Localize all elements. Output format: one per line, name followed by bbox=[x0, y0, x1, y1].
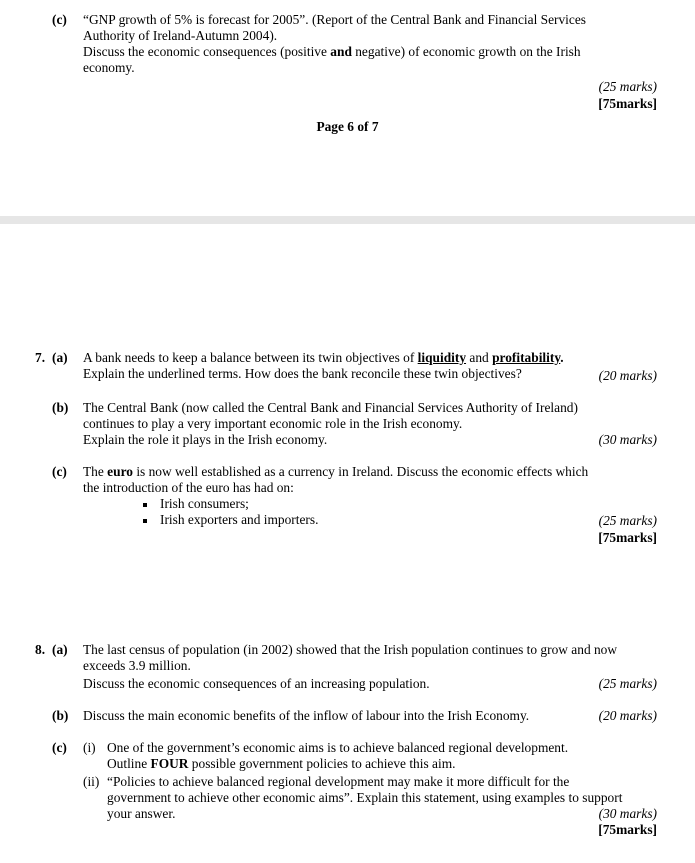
q7c-bullet-2: Irish exporters and importers. bbox=[160, 512, 319, 527]
q8c-ii-line1: “Policies to achieve balanced regional development may make it more difficult for the bbox=[107, 774, 570, 789]
q7c-line2: the introduction of the euro has had on: bbox=[83, 480, 294, 495]
q8-total-marks: [75marks] bbox=[598, 822, 657, 837]
q8a-label: (a) bbox=[52, 642, 68, 657]
q6c-line3: Discuss the economic consequences (positive and negative) of economic growth on the Irish bbox=[83, 44, 581, 59]
q8-number: 8. bbox=[35, 642, 46, 657]
q6c-line1: “GNP growth of 5% is forecast for 2005”. (Report of the Central Bank and Financial Services bbox=[83, 12, 587, 27]
q8c-i-label: (i) bbox=[83, 740, 96, 755]
q8c-i-line1: One of the government’s economic aims is to achieve balanced regional development. bbox=[107, 740, 569, 755]
q8b-marks: (20 marks) bbox=[598, 708, 657, 723]
q7a-label: (a) bbox=[52, 350, 68, 365]
q8b-line1: Discuss the main economic benefits of the inflow of labour into the Irish Economy. bbox=[83, 708, 530, 723]
bullet-icon bbox=[143, 503, 147, 507]
term-profitability: profitability bbox=[492, 350, 561, 365]
q8c-i-line2: Outline FOUR possible government policies to achieve this aim. bbox=[107, 756, 456, 771]
q8a-line1: The last census of population (in 2002) showed that the Irish population continues to grow and now bbox=[83, 642, 618, 657]
q7c-marks: (25 marks) bbox=[598, 513, 657, 528]
q7b-line1: The Central Bank (now called the Central Bank and Financial Services Authority of Ireland) bbox=[83, 400, 578, 415]
q7c-label: (c) bbox=[52, 464, 67, 479]
q7b-line2: continues to play a very important economic role in the Irish economy. bbox=[83, 416, 463, 431]
q7c-line1: The euro is now well established as a currency in Ireland. Discuss the economic effects which bbox=[83, 464, 589, 479]
q7a-line1: A bank needs to keep a balance between its twin objectives of liquidity and profitability. bbox=[83, 350, 564, 365]
q8c-ii-line2: government to achieve other economic aims”. Explain this statement, using examples to support bbox=[107, 790, 623, 805]
q8b-label: (b) bbox=[52, 708, 69, 723]
q8a-line2: exceeds 3.9 million. bbox=[83, 658, 191, 673]
bullet-icon bbox=[143, 519, 147, 523]
q7b-label: (b) bbox=[52, 400, 69, 415]
page-separator bbox=[0, 216, 695, 224]
q7a-line2: Explain the underlined terms. How does the bank reconcile these twin objectives? bbox=[83, 366, 522, 381]
q7c-bullet-1: Irish consumers; bbox=[160, 496, 249, 511]
q6c-line4: economy. bbox=[83, 60, 135, 75]
q8a-line3: Discuss the economic consequences of an increasing population. bbox=[83, 676, 430, 691]
q8c-label: (c) bbox=[52, 740, 67, 755]
q7b-line3: Explain the role it plays in the Irish economy. bbox=[83, 432, 328, 447]
q6c-label: (c) bbox=[52, 12, 67, 27]
q8c-ii-line3: your answer. bbox=[107, 806, 176, 821]
term-liquidity: liquidity bbox=[417, 350, 467, 365]
q6c-line2: Authority of Ireland-Autumn 2004). bbox=[83, 28, 278, 43]
q8c-ii-label: (ii) bbox=[83, 774, 100, 789]
q6-total-marks: [75marks] bbox=[598, 96, 657, 111]
q6c-marks: (25 marks) bbox=[598, 79, 657, 94]
page-footer: Page 6 of 7 bbox=[316, 119, 379, 134]
q7a-marks: (20 marks) bbox=[598, 368, 657, 383]
q7-number: 7. bbox=[35, 350, 46, 365]
q8a-marks: (25 marks) bbox=[598, 676, 657, 691]
q7-total-marks: [75marks] bbox=[598, 530, 657, 545]
q8c-marks: (30 marks) bbox=[598, 806, 657, 821]
q7b-marks: (30 marks) bbox=[598, 432, 657, 447]
